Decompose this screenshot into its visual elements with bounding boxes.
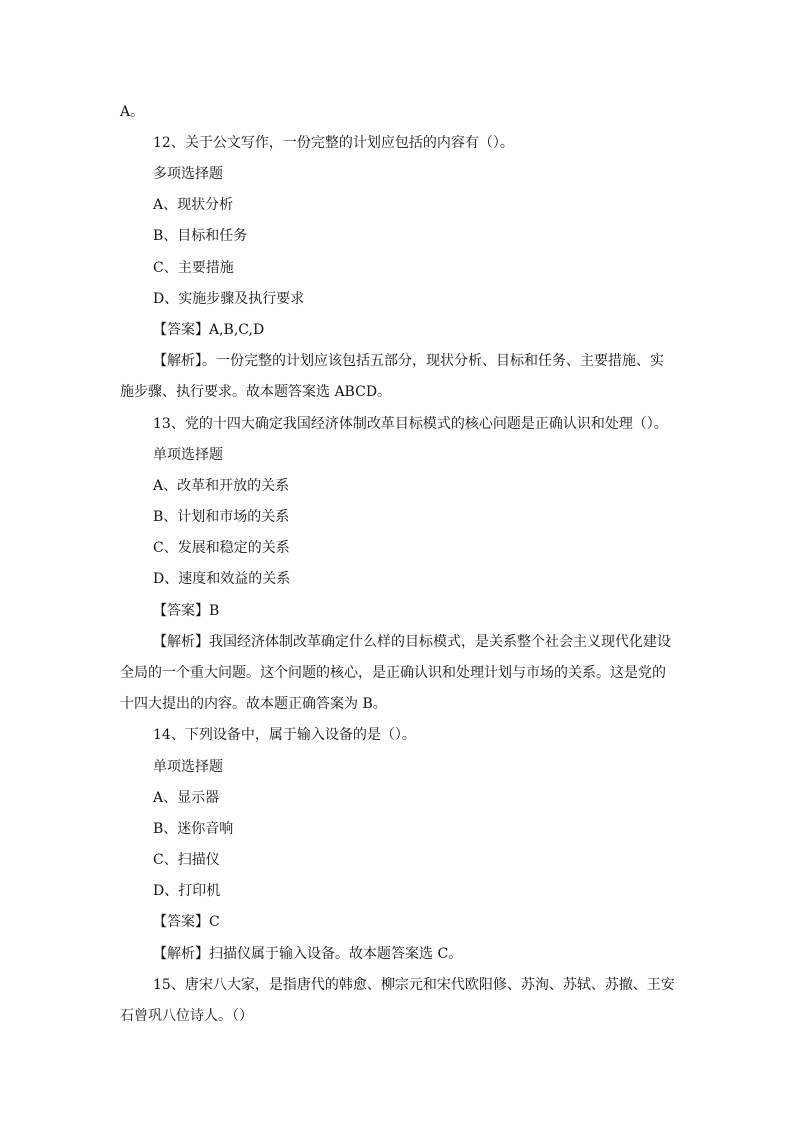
question-13-explanation-cont-2: 十四大提出的内容。故本题正确答案为 B。 [120,696,387,712]
question-12-option-a: A、现状分析 [153,197,234,213]
question-12-option-d: D、实施步骤及执行要求 [153,291,305,307]
question-14-type: 单项选择题 [153,759,223,775]
question-12-option-b: B、目标和任务 [153,228,248,244]
question-12-explanation: 【解析】。一份完整的计划应该包括五部分，现状分析、目标和任务、主要措施、实 [153,353,664,369]
question-13-option-c: C、发展和稳定的关系 [153,540,290,556]
question-14-option-b: B、迷你音响 [153,821,234,837]
question-14-option-a: A、显示器 [153,790,220,806]
question-14-option-d: D、打印机 [153,883,221,899]
question-15: 15、唐宋八大家，是指唐代的韩愈、柳宗元和宋代欧阳修、苏洵、苏轼、苏撤、王安 [153,977,675,993]
answer-continuation: A。 [120,104,145,120]
question-13-option-b: B、计划和市场的关系 [153,509,290,525]
question-13-answer: 【答案】B [153,603,220,619]
question-13-option-d: D、速度和效益的关系 [153,571,291,587]
question-14: 14、下列设备中，属于输入设备的是（）。 [153,727,416,743]
question-12-explanation-cont: 施步骤、执行要求。故本题答案选 ABCD。 [120,384,392,400]
question-12: 12、关于公文写作，一份完整的计划应包括的内容有（）。 [153,135,514,151]
question-13-explanation: 【解析】我国经济体制改革确定什么样的目标模式，是关系整个社会主义现代化建设 [153,634,671,650]
question-13-option-a: A、改革和开放的关系 [153,478,290,494]
question-12-answer: 【答案】A,B,C,D [153,322,265,338]
question-15-cont: 石曾巩八位诗人。（） [120,1008,253,1024]
question-12-option-c: C、主要措施 [153,260,234,276]
question-13-explanation-cont-1: 全局的一个重大问题。这个问题的核心，是正确认识和处理计划与市场的关系。这是党的 [120,665,666,681]
question-14-explanation: 【解析】扫描仪属于输入设备。故本题答案选 C。 [153,946,463,962]
question-13-type: 单项选择题 [153,447,223,463]
question-14-answer: 【答案】C [153,914,220,930]
question-13: 13、党的十四大确定我国经济体制改革目标模式的核心问题是正确认识和处理（）。 [153,416,668,432]
question-14-option-c: C、扫描仪 [153,852,220,868]
question-12-type: 多项选择题 [153,166,223,182]
